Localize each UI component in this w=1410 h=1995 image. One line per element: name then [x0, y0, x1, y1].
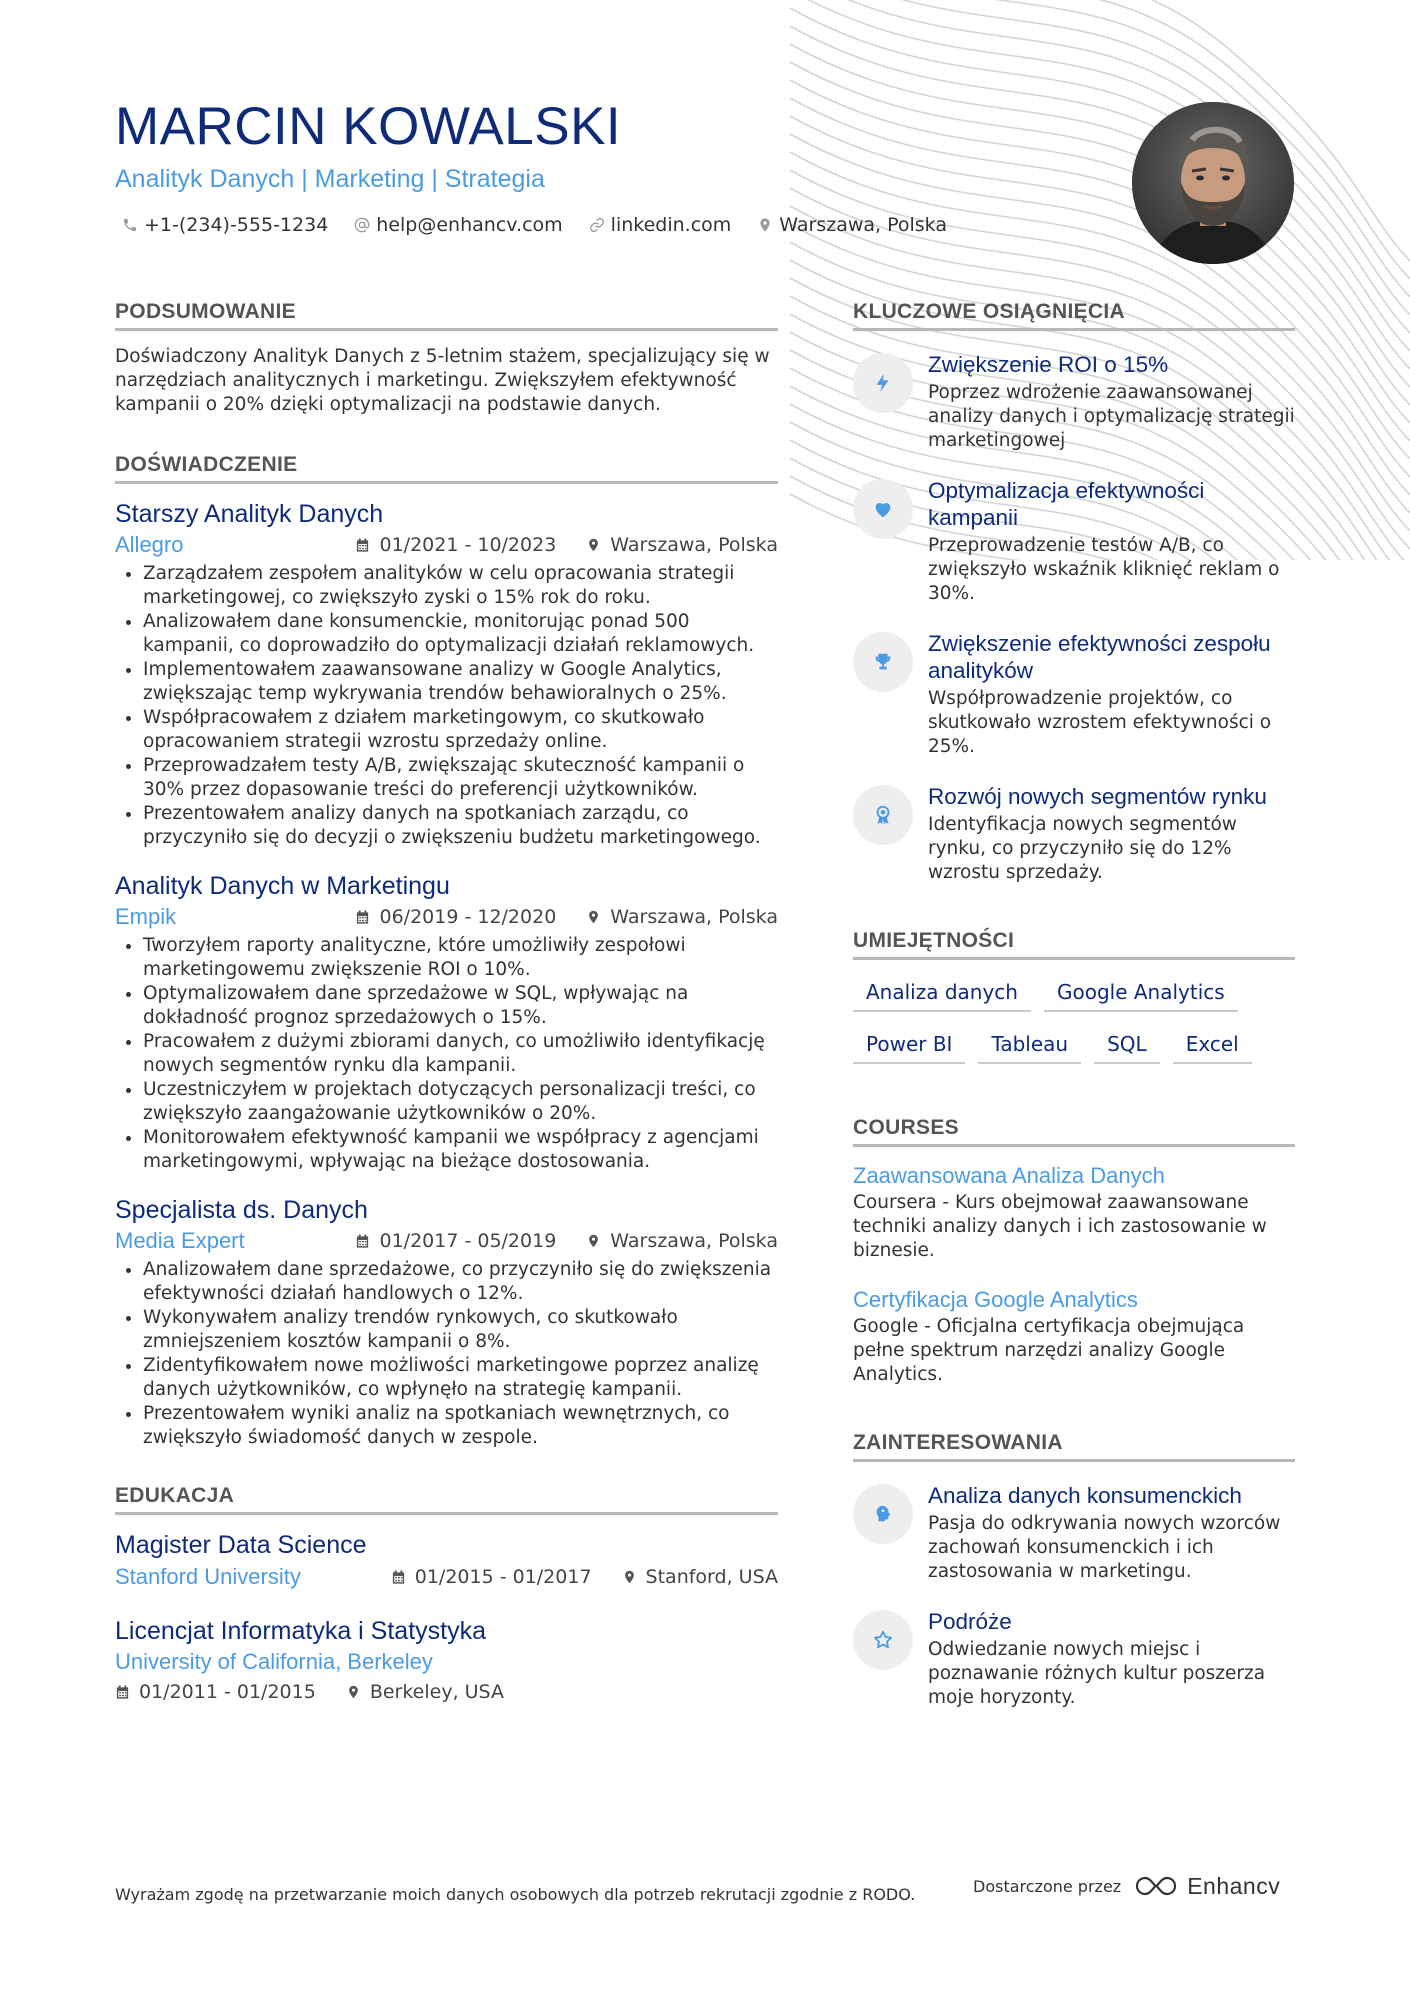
award-icon — [853, 785, 913, 845]
contact-location — [757, 214, 947, 236]
company-name: Media Expert — [115, 1228, 245, 1253]
skills-list — [853, 974, 1295, 1078]
brain-icon — [853, 1484, 913, 1544]
skill-tag: Analiza danych — [853, 974, 1031, 1012]
gdpr-consent: Wyrażam zgodę na przetwarzanie moich danych osobowych dla potrzeb rekrutacji zgodnie z RODO. — [115, 1885, 916, 1904]
bullet-item: • Pracowałem z dużymi zbiorami danych, co umożliwiło identyfikację nowych segmentów rynku dla kampanii. — [143, 1030, 778, 1078]
calendar-icon — [355, 1233, 370, 1249]
calendar-icon — [391, 1569, 406, 1585]
link-icon — [589, 217, 605, 233]
bullet-item: • Przeprowadzałem testy A/B, zwiększając skuteczność kampanii o 30% przez dopasowanie treści do preferencji użytkowników. — [143, 754, 778, 802]
education-location — [622, 1566, 778, 1588]
education-dates-text: 01/2011 - 01/2015 — [139, 1681, 316, 1703]
bullet-item: • Optymalizowałem dane sprzedażowe w SQL, wpływając na dokładność prognoz sprzedażowych o 15%. — [143, 982, 778, 1030]
footer-branding[interactable] — [973, 1872, 1280, 1900]
education-entry — [115, 1615, 778, 1707]
bullet-item: • Współpracowałem z działem marketingowym, co skutkowało opracowaniem strategii wzrostu sprzedaży online. — [143, 706, 778, 754]
job-location-text: Warszawa, Polska — [610, 534, 778, 556]
bullet-item: • Zidentyfikowałem nowe możliwości marketingowe poprzez analizę danych użytkowników, co wpłynęło na strategię kampanii. — [143, 1354, 778, 1402]
interest-title: Analiza danych konsumenckich — [928, 1483, 1242, 1508]
job-title: Starszy Analityk Danych — [115, 500, 384, 528]
interest-item — [853, 1482, 1295, 1584]
heart-icon — [853, 479, 913, 539]
section-title-skills: UMIEJĘTNOŚCI — [853, 929, 1295, 960]
bullet-item: • Wykonywałem analizy trendów rynkowych, co skutkowało zmniejszeniem kosztów kampanii o 8%. — [143, 1306, 778, 1354]
interest-title: Podróże — [928, 1609, 1012, 1634]
job-dates-text: 01/2017 - 05/2019 — [379, 1230, 557, 1252]
course-desc: Coursera - Kurs obejmował zaawansowane techniki analizy danych i ich zastosowanie w biznesie. — [853, 1192, 1267, 1261]
calendar-icon — [355, 537, 370, 553]
powered-by-label: Dostarczone przez — [973, 1876, 1122, 1896]
enhancv-logo-icon — [1133, 1872, 1179, 1900]
candidate-headline: Analityk Danych | Marketing | Strategia — [115, 165, 545, 193]
job-dates-text: 06/2019 - 12/2020 — [379, 906, 557, 928]
bullet-item: • Implementowałem zaawansowane analizy w Google Analytics, zwiększając temp wykrywania trendów behawioralnych o 25%. — [143, 658, 778, 706]
job-entry — [115, 498, 778, 850]
education-location-text: Berkeley, USA — [369, 1681, 504, 1703]
achievement-item — [853, 351, 1295, 453]
calendar-icon — [355, 909, 370, 925]
achievement-title: Optymalizacja efektywności kampanii — [928, 478, 1205, 530]
bullet-item: • Zarządzałem zespołem analityków w celu opracowania strategii marketingowej, co zwiększyło zyski o 15% rok do roku. — [143, 562, 778, 610]
education-entry — [115, 1529, 778, 1593]
bullet-item: • Prezentowałem analizy danych na spotkaniach zarządu, co przyczyniło się do decyzji o zwiększeniu budżetu marketingowego. — [143, 802, 778, 850]
bullet-item: • Analizowałem dane konsumenckie, monitorując ponad 500 kampanii, co doprowadziło do optymalizacji działań reklamowych. — [143, 610, 778, 658]
job-dates — [355, 534, 556, 556]
job-entry — [115, 1194, 778, 1450]
course-title: Certyfikacja Google Analytics — [853, 1287, 1138, 1312]
interest-desc: Odwiedzanie nowych miejsc i poznawanie różnych kultur poszerza moje horyzonty. — [928, 1639, 1266, 1708]
job-dates-text: 01/2021 - 10/2023 — [379, 534, 557, 556]
course-item — [853, 1161, 1295, 1263]
job-location — [586, 534, 778, 556]
bullet-item: • Analizowałem dane sprzedażowe, co przyczyniło się do zwiększenia efektywności działań handlowych o 12%. — [143, 1258, 778, 1306]
trophy-icon — [853, 632, 913, 692]
job-location — [586, 1230, 778, 1252]
summary-text: Doświadczony Analityk Danych z 5-letnim stażem, specjalizujący się w narzędziach analitycznych i marketingu. Zwiększyłem efektywność kampanii o 20% dzięki optymalizacji na podstawie danych. — [115, 346, 770, 415]
location-pin-icon — [757, 217, 773, 233]
at-icon — [354, 217, 370, 233]
achievement-item — [853, 630, 1295, 759]
star-icon — [853, 1610, 913, 1670]
education-location — [346, 1681, 504, 1703]
bullet-item: • Uczestniczyłem w projektach dotyczących personalizacji treści, co zwiększyło zaangażowanie użytkowników o 20%. — [143, 1078, 778, 1126]
job-bullets — [115, 1258, 778, 1450]
job-bullets — [115, 934, 778, 1174]
location-pin-icon — [622, 1569, 637, 1585]
email-text: help@enhancv.com — [376, 214, 563, 236]
bullet-item: • Monitorowałem efektywność kampanii we współpracy z agencjami marketingowymi, wpływając na bieżące dostosowania. — [143, 1126, 778, 1174]
job-entry — [115, 870, 778, 1174]
education-location-text: Stanford, USA — [645, 1566, 778, 1588]
achievement-desc: Identyfikacja nowych segmentów rynku, co przyczyniło się do 12% wzrostu sprzedaży. — [928, 814, 1237, 883]
section-title-courses: COURSES — [853, 1116, 1295, 1147]
job-title: Analityk Danych w Marketingu — [115, 872, 450, 900]
degree-title: Licencjat Informatyka i Statystyka — [115, 1617, 486, 1645]
achievement-desc: Współprowadzenie projektów, co skutkowało wzrostem efektywności o 25%. — [928, 688, 1272, 757]
phone-icon — [122, 217, 138, 233]
job-title: Specjalista ds. Danych — [115, 1196, 368, 1224]
left-column — [115, 300, 778, 1729]
candidate-name: MARCIN KOWALSKI — [115, 97, 622, 156]
achievement-title: Zwiększenie efektywności zespołu analityków — [928, 631, 1271, 683]
achievement-item — [853, 783, 1295, 885]
section-title-experience: DOŚWIADCZENIE — [115, 453, 778, 484]
contact-email[interactable] — [354, 214, 562, 236]
skill-tag: SQL — [1094, 1026, 1160, 1064]
location-pin-icon — [586, 537, 601, 553]
job-location-text: Warszawa, Polska — [610, 1230, 778, 1252]
bolt-icon — [853, 353, 913, 413]
company-name: Empik — [115, 904, 177, 929]
calendar-icon — [115, 1684, 130, 1700]
education-dates — [391, 1566, 592, 1588]
skill-tag: Google Analytics — [1044, 974, 1238, 1012]
section-title-education: EDUKACJA — [115, 1484, 778, 1515]
section-title-achievements: KLUCZOWE OSIĄGNIĘCIA — [853, 300, 1295, 331]
education-dates-text: 01/2015 - 01/2017 — [414, 1566, 592, 1588]
skill-tag: Tableau — [978, 1026, 1081, 1064]
achievement-title: Zwiększenie ROI o 15% — [928, 352, 1169, 377]
course-item — [853, 1285, 1295, 1387]
school-name: Stanford University — [115, 1564, 301, 1589]
location-pin-icon — [586, 909, 601, 925]
right-column — [853, 300, 1295, 1734]
bullet-item: • Prezentowałem wyniki analiz na spotkaniach wewnętrznych, co zwiększyło świadomość danych w zespole. — [143, 1402, 778, 1450]
contact-bar — [122, 214, 973, 236]
course-desc: Google - Oficjalna certyfikacja obejmująca pełne spektrum narzędzi analizy Google Analytics. — [853, 1316, 1245, 1385]
education-dates — [115, 1681, 316, 1703]
job-location — [586, 906, 778, 928]
interest-desc: Pasja do odkrywania nowych wzorców zachowań konsumenckich i ich zastosowania w marketingu. — [928, 1513, 1281, 1582]
degree-title: Magister Data Science — [115, 1531, 367, 1559]
section-title-summary: PODSUMOWANIE — [115, 300, 778, 331]
contact-phone[interactable] — [122, 214, 328, 236]
bullet-item: • Tworzyłem raporty analityczne, które umożliwiły zespołowi marketingowemu zwiększenie ROI o 10%. — [143, 934, 778, 982]
skill-tag: Excel — [1173, 1026, 1252, 1064]
linkedin-text: linkedin.com — [610, 214, 732, 236]
location-text: Warszawa, Polska — [779, 214, 947, 236]
course-title: Zaawansowana Analiza Danych — [853, 1163, 1165, 1188]
interest-item — [853, 1608, 1295, 1710]
job-location-text: Warszawa, Polska — [610, 906, 778, 928]
school-name: University of California, Berkeley — [115, 1649, 433, 1674]
enhancv-brand: Enhancv — [1187, 1872, 1281, 1899]
skill-tag: Power BI — [853, 1026, 965, 1064]
location-pin-icon — [586, 1233, 601, 1249]
section-title-interests: ZAINTERESOWANIA — [853, 1431, 1295, 1462]
achievement-item — [853, 477, 1295, 606]
achievement-title: Rozwój nowych segmentów rynku — [928, 784, 1267, 809]
contact-linkedin[interactable] — [589, 214, 732, 236]
job-bullets — [115, 562, 778, 850]
achievement-desc: Przeprowadzenie testów A/B, co zwiększyło wskaźnik kliknięć reklam o 30%. — [928, 535, 1280, 604]
profile-photo — [1132, 102, 1294, 264]
job-dates — [355, 906, 556, 928]
avatar — [1132, 102, 1294, 264]
phone-text: +1-(234)-555-1234 — [144, 214, 329, 236]
location-pin-icon — [346, 1684, 361, 1700]
achievement-desc: Poprzez wdrożenie zaawansowanej analizy danych i optymalizację strategii marketingowej — [928, 382, 1295, 451]
company-name: Allegro — [115, 532, 184, 557]
job-dates — [355, 1230, 556, 1252]
